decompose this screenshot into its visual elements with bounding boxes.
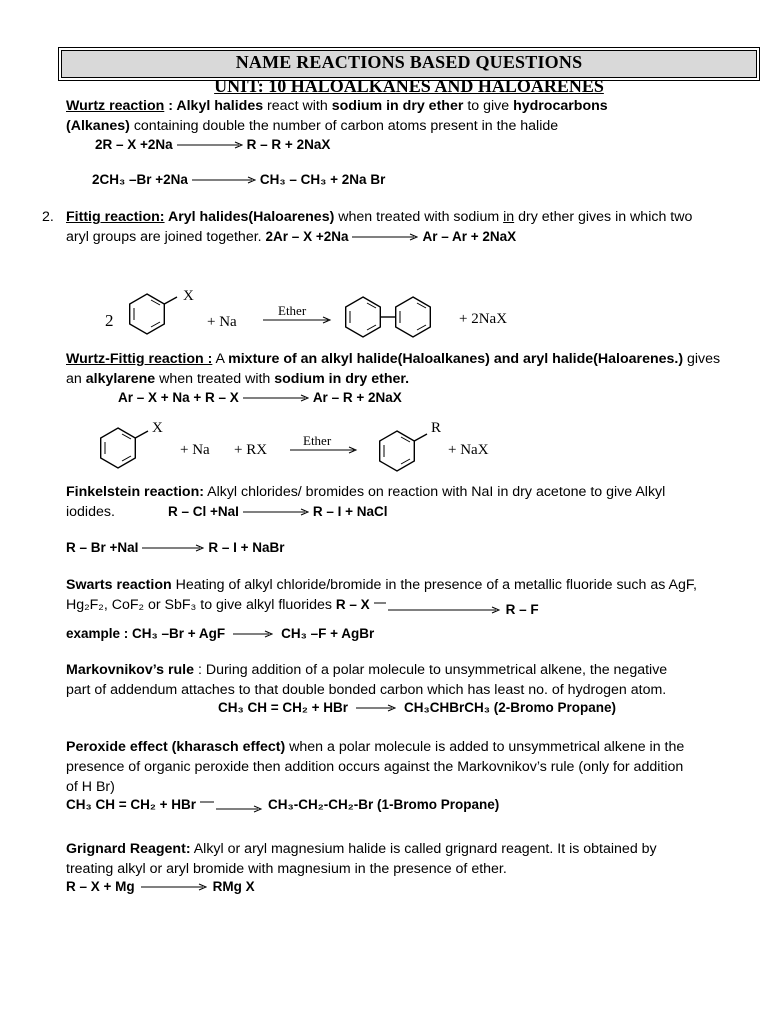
fittig-heading: Fittig reaction:	[66, 209, 165, 225]
svg-text:+ 2NaX: + 2NaX	[459, 311, 508, 327]
markovnikov-paragraph: Markovnikov’s rule : During addition of a polar molecule to unsymmetrical alkene, the negative part of addendum attaches to that double bonded carbon which has least no. of hydrogen atom.	[66, 662, 668, 698]
scheme-coefficient: 2	[105, 311, 114, 330]
svg-text:+ RX: + RX	[234, 442, 268, 458]
wurtz-fittig-scheme	[90, 415, 520, 477]
page-title: NAME REACTIONS BASED QUESTIONS	[235, 52, 583, 72]
wurtz-fittig-paragraph: Wurtz-Fittig reaction : A mixture of an alkyl halide(Haloalkanes) and aryl halide(Haloarenes.) gives an alkylarene when treated with sodium in dry ether.	[66, 351, 721, 387]
finkelstein-equation-1: R – Cl +NaI R – I + NaCl	[168, 504, 388, 519]
reaction-arrow-icon	[243, 508, 309, 516]
reaction-arrow-icon	[243, 394, 309, 402]
svg-text:X: X	[152, 420, 163, 436]
reaction-arrow-icon	[142, 544, 204, 552]
peroxide-equation: CH₃ CH = CH₂ + HBr CH₃-CH₂-CH₂-Br (1-Bromo Propane)	[66, 797, 500, 812]
grignard-heading: Grignard Reagent:	[66, 841, 191, 857]
biphenyl-icon	[346, 297, 431, 337]
finkelstein-heading: Finkelstein reaction:	[66, 484, 204, 500]
finkelstein-equation-2: R – Br +NaI R – I + NaBr	[66, 540, 285, 555]
reaction-arrow-icon	[177, 141, 243, 149]
wurtz-fittig-heading: Wurtz-Fittig reaction :	[66, 351, 213, 367]
markovnikov-equation: CH₃ CH = CH₂ + HBr CH₃CHBrCH₃ (2-Bromo Propane)	[218, 700, 617, 715]
reaction-arrow-icon	[374, 601, 502, 615]
swarts-heading: Swarts reaction	[66, 577, 172, 593]
benzene-ring-icon	[101, 428, 148, 468]
page-subtitle: UNIT: 10 HALOALKANES AND HALOARENES	[214, 76, 604, 96]
reaction-arrow-icon	[356, 704, 396, 712]
grignard-equation: R – X + Mg RMg X	[66, 879, 255, 894]
reaction-arrow-icon	[233, 630, 273, 638]
svg-text:X: X	[183, 288, 194, 304]
wurtz-fittig-equation: Ar – X + Na + R – X Ar – R + 2NaX	[118, 390, 402, 405]
peroxide-heading: Peroxide effect (kharasch effect)	[66, 739, 286, 755]
reaction-arrow-icon	[352, 233, 418, 241]
wurtz-heading: Wurtz reaction	[66, 98, 165, 114]
fittig-scheme	[95, 283, 545, 343]
reaction-arrow-icon	[192, 176, 256, 184]
svg-text:R: R	[431, 420, 442, 436]
wurtz-equation-2: 2CH₃ –Br +2Na CH₃ – CH₃ + 2Na Br	[92, 172, 386, 187]
svg-text:+ Na: + Na	[180, 442, 210, 458]
finkelstein-paragraph: Finkelstein reaction: Alkyl chlorides/ bromides on reaction with NaI in dry acetone to give Alkyl iodides.	[66, 484, 666, 520]
reaction-arrow-icon	[141, 883, 207, 891]
peroxide-paragraph: Peroxide effect (kharasch effect) when a polar molecule is added to unsymmetrical alkene in the presence of organic peroxide then addition occurs against the Markovnikov’s rule (only for addition of H Br)	[66, 739, 685, 795]
grignard-paragraph: Grignard Reagent: Alkyl or aryl magnesium halide is called grignard reagent. It is obtained by treating alkyl or aryl bromide with magnesium in the presence of ether.	[66, 841, 657, 877]
svg-text:+ Na: + Na	[207, 314, 237, 330]
fittig-number: 2.	[42, 209, 54, 225]
reagent-label: Ether	[278, 303, 307, 318]
wurtz-paragraph: Wurtz reaction : Alkyl halides react with sodium in dry ether to give hydrocarbons (Alkanes) containing double the number of carbon atoms present in the halide	[66, 98, 608, 134]
fittig-paragraph: Fittig reaction: Aryl halides(Haloarenes) when treated with sodium in dry ether gives in which two aryl groups are joined together. 2Ar – X +2Na Ar – Ar + 2NaX	[66, 209, 693, 245]
reaction-arrow-icon	[200, 799, 264, 813]
benzene-ring-icon	[130, 294, 177, 334]
swarts-paragraph: Swarts reaction Heating of alkyl chloride/bromide in the presence of a metallic fluoride such as AgF, Hg₂F₂, CoF₂ or SbF₃ to give alkyl fluorides R – X R – F	[66, 577, 697, 617]
swarts-example: example : CH₃ –Br + AgF CH₃ –F + AgBr	[66, 626, 375, 641]
benzene-ring-icon	[380, 431, 427, 471]
markovnikov-heading: Markovnikov’s rule	[66, 662, 194, 678]
svg-text:+ NaX: + NaX	[448, 442, 489, 458]
reagent-label: Ether	[303, 433, 332, 448]
wurtz-equation-1: 2R – X +2Na R – R + 2NaX	[95, 137, 331, 152]
